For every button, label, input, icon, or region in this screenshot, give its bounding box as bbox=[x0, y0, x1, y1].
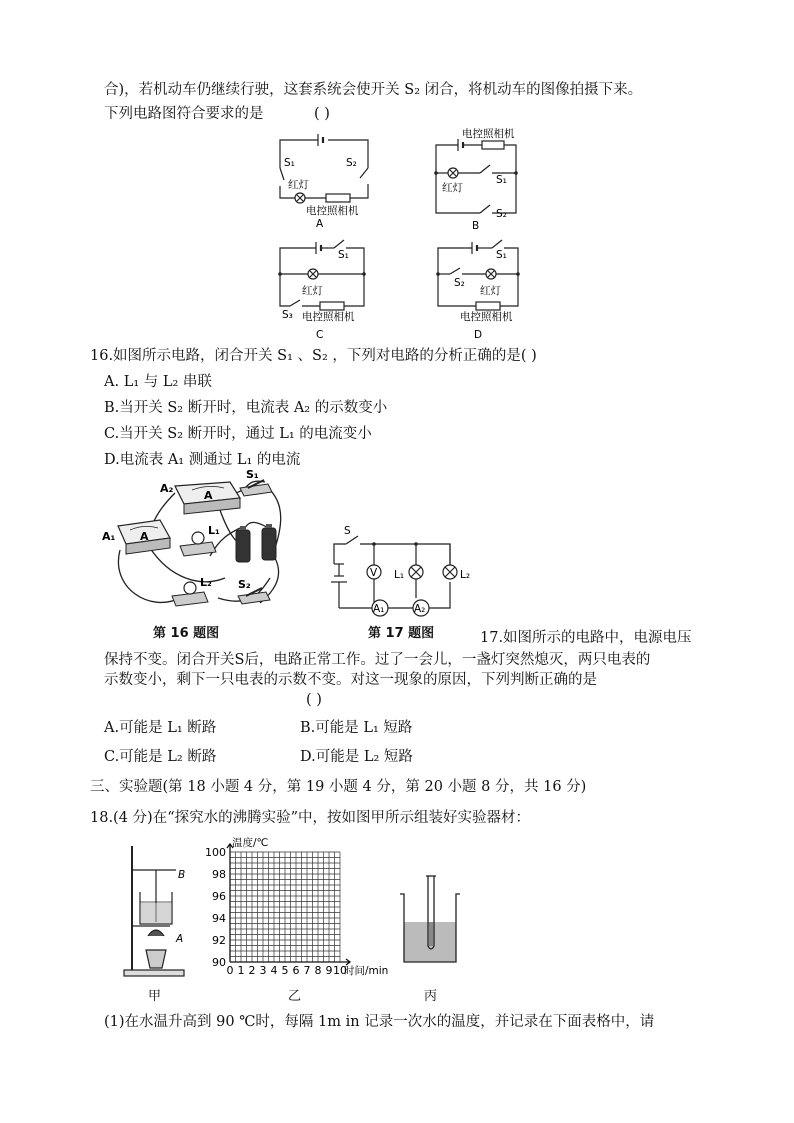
q15d-s2-label: S₂ bbox=[454, 277, 465, 289]
x-tick-label: 7 bbox=[303, 964, 311, 977]
q15b-s2-label: S₂ bbox=[496, 208, 507, 220]
q15b-lamp-label: 红灯 bbox=[442, 182, 463, 194]
q16-option-d: D.电流表 A₁ 测通过 L₁ 的电流 bbox=[104, 452, 301, 468]
q16-switch-s1 bbox=[240, 480, 272, 496]
q18-b-label: B bbox=[178, 869, 186, 881]
q15c-option: C bbox=[316, 329, 324, 341]
q15-circuit-a bbox=[270, 128, 380, 228]
y-tick-label: 96 bbox=[212, 890, 226, 903]
x-tick-label: 2 bbox=[248, 964, 256, 977]
q17-option-a: A.可能是 L₁ 断路 bbox=[104, 720, 217, 736]
x-tick-label: 6 bbox=[292, 964, 300, 977]
x-tick-label: 10 bbox=[333, 964, 347, 977]
q17-l1-label: L₁ bbox=[394, 569, 405, 581]
q16-a2-label: A₂ bbox=[160, 482, 174, 495]
q15d-option: D bbox=[474, 329, 483, 341]
x-tick-label: 8 bbox=[314, 964, 322, 977]
q17-stem-line1: 17.如图所示的电路中，电源电压 bbox=[480, 630, 692, 646]
x-tick-label: 0 bbox=[226, 964, 234, 977]
q16-l1-label: L₁ bbox=[208, 524, 220, 537]
q17-lamp-l1 bbox=[409, 565, 423, 579]
x-tick-label: 1 bbox=[237, 964, 245, 977]
q16-ammeter-a2 bbox=[175, 482, 240, 514]
q17-option-d: D.可能是 L₂ 短路 bbox=[300, 749, 413, 765]
chart-ylabel: 温度/℃ bbox=[232, 837, 269, 849]
q15a-lamp-label: 红灯 bbox=[288, 179, 309, 191]
q18-stem: 18.(4 分)在“探究水的沸腾实验”中，按如图甲所示组装好实验器材： bbox=[90, 810, 531, 826]
y-axis bbox=[227, 844, 233, 962]
section3-heading: 三、实验题(第 18 小题 4 分，第 19 小题 4 分，第 20 小题 8 分，共 16 分) bbox=[90, 779, 587, 795]
q16-batteries bbox=[236, 524, 276, 562]
q15d-s1-label: S₁ bbox=[496, 249, 507, 261]
svg-text:A₁: A₁ bbox=[373, 603, 385, 615]
q15-circuit-d bbox=[434, 238, 534, 343]
q17-circuit-figure bbox=[318, 520, 478, 620]
q15-circuit-b bbox=[432, 125, 527, 230]
q17-option-c: C.可能是 L₂ 断路 bbox=[104, 749, 217, 765]
q15d-lamp-label: 红灯 bbox=[480, 285, 501, 297]
svg-text:A: A bbox=[204, 489, 213, 502]
q15d-camera-label: 电控照相机 bbox=[460, 311, 513, 323]
q16-figure-caption: 第 16 题图 bbox=[153, 626, 220, 641]
q17-stem-line3: 示数变小，剩下一只电表的示数不变。对这一现象的原因，下列判断正确的是 bbox=[104, 672, 597, 688]
q16-physical-circuit-figure bbox=[100, 468, 300, 618]
q18-sub1: (1)在水温升高到 90 ℃时，每隔 1m in 记录一次水的温度，并记录在下面表格中，请 bbox=[104, 1014, 655, 1030]
q17-figure-caption: 第 17 题图 bbox=[368, 626, 435, 641]
q15-circuit-c bbox=[276, 238, 376, 343]
q18-apparatus-jia bbox=[118, 840, 198, 990]
q16-s1-label: S₁ bbox=[246, 468, 259, 481]
q16-a1-label: A₁ bbox=[102, 530, 116, 543]
x-tick-label: 9 bbox=[325, 964, 333, 977]
chart-xlabel: 时间/min bbox=[344, 965, 389, 977]
q16-option-c: C.当开关 S₂ 断开时，通过 L₁ 的电流变小 bbox=[104, 426, 372, 442]
q16-s2-label: S₂ bbox=[238, 578, 251, 591]
q16-option-a: A. L₁ 与 L₂ 串联 bbox=[104, 374, 212, 390]
x-tick-label: 5 bbox=[281, 964, 289, 977]
q18-beaker-bing bbox=[398, 870, 468, 970]
q15b-camera-label: 电控照相机 bbox=[462, 128, 515, 140]
q18-jia-label: 甲 bbox=[148, 989, 162, 1004]
q17-stem-line2: 保持不变。闭合开关S后，电路正常工作。过了一会儿，一盏灯突然熄灭，两只电表的 bbox=[104, 652, 651, 668]
q17-l2-label: L₂ bbox=[460, 569, 471, 581]
svg-text:A: A bbox=[140, 530, 149, 543]
q16-ammeter-a1 bbox=[118, 520, 170, 554]
q15-stem-line1: 合)，若机动车仍继续行驶，这套系统会使开关 S₂ 闭合，将机动车的图像拍摄下来。 bbox=[104, 82, 643, 98]
q15c-lamp-label: 红灯 bbox=[302, 285, 323, 297]
q18-yi-label: 乙 bbox=[288, 989, 302, 1004]
q17-voltmeter bbox=[367, 565, 381, 579]
q16-stem: 16.如图所示电路，闭合开关 S₁ 、S₂ ，下列对电路的分析正确的是( ) bbox=[90, 348, 537, 364]
q16-l2-label: L₂ bbox=[200, 576, 212, 589]
q17-answer-paren: ( ) bbox=[306, 692, 322, 708]
q18-temperature-chart bbox=[200, 836, 530, 981]
y-tick-label: 92 bbox=[212, 934, 226, 947]
q15b-option: B bbox=[472, 220, 480, 232]
q15a-camera-label: 电控照相机 bbox=[306, 205, 359, 217]
svg-text:V: V bbox=[370, 567, 378, 579]
q17-ammeter-a1 bbox=[372, 600, 388, 616]
q15a-s2-label: S₂ bbox=[346, 157, 357, 169]
q17-s-label: S bbox=[344, 525, 351, 537]
q16-option-b: B.当开关 S₂ 断开时，电流表 A₂ 的示数变小 bbox=[104, 400, 388, 416]
q15-stem-line2: 下列电路图符合要求的是 bbox=[104, 106, 264, 122]
q15a-option: A bbox=[316, 218, 324, 230]
q18-a-label: A bbox=[176, 933, 184, 945]
y-tick-label: 98 bbox=[212, 868, 226, 881]
q15-answer-paren: ( ) bbox=[314, 106, 330, 122]
x-tick-label: 3 bbox=[259, 964, 267, 977]
q17-ammeter-a2 bbox=[413, 600, 429, 616]
q17-option-b: B.可能是 L₁ 短路 bbox=[300, 720, 413, 736]
q15c-camera-label: 电控照相机 bbox=[302, 311, 355, 323]
svg-text:A₂: A₂ bbox=[414, 603, 426, 615]
y-tick-label: 90 bbox=[212, 956, 226, 969]
q15a-s1-label: S₁ bbox=[284, 157, 295, 169]
q17-lamp-l2 bbox=[443, 565, 457, 579]
q15b-s1-label: S₁ bbox=[496, 174, 507, 186]
x-tick-label: 4 bbox=[270, 964, 278, 977]
q15c-s3-label: S₃ bbox=[282, 309, 293, 321]
q15c-s1-label: S₁ bbox=[338, 249, 349, 261]
q18-bing-label: 丙 bbox=[424, 989, 438, 1004]
y-tick-label: 94 bbox=[212, 912, 226, 925]
y-tick-label: 100 bbox=[205, 846, 226, 859]
